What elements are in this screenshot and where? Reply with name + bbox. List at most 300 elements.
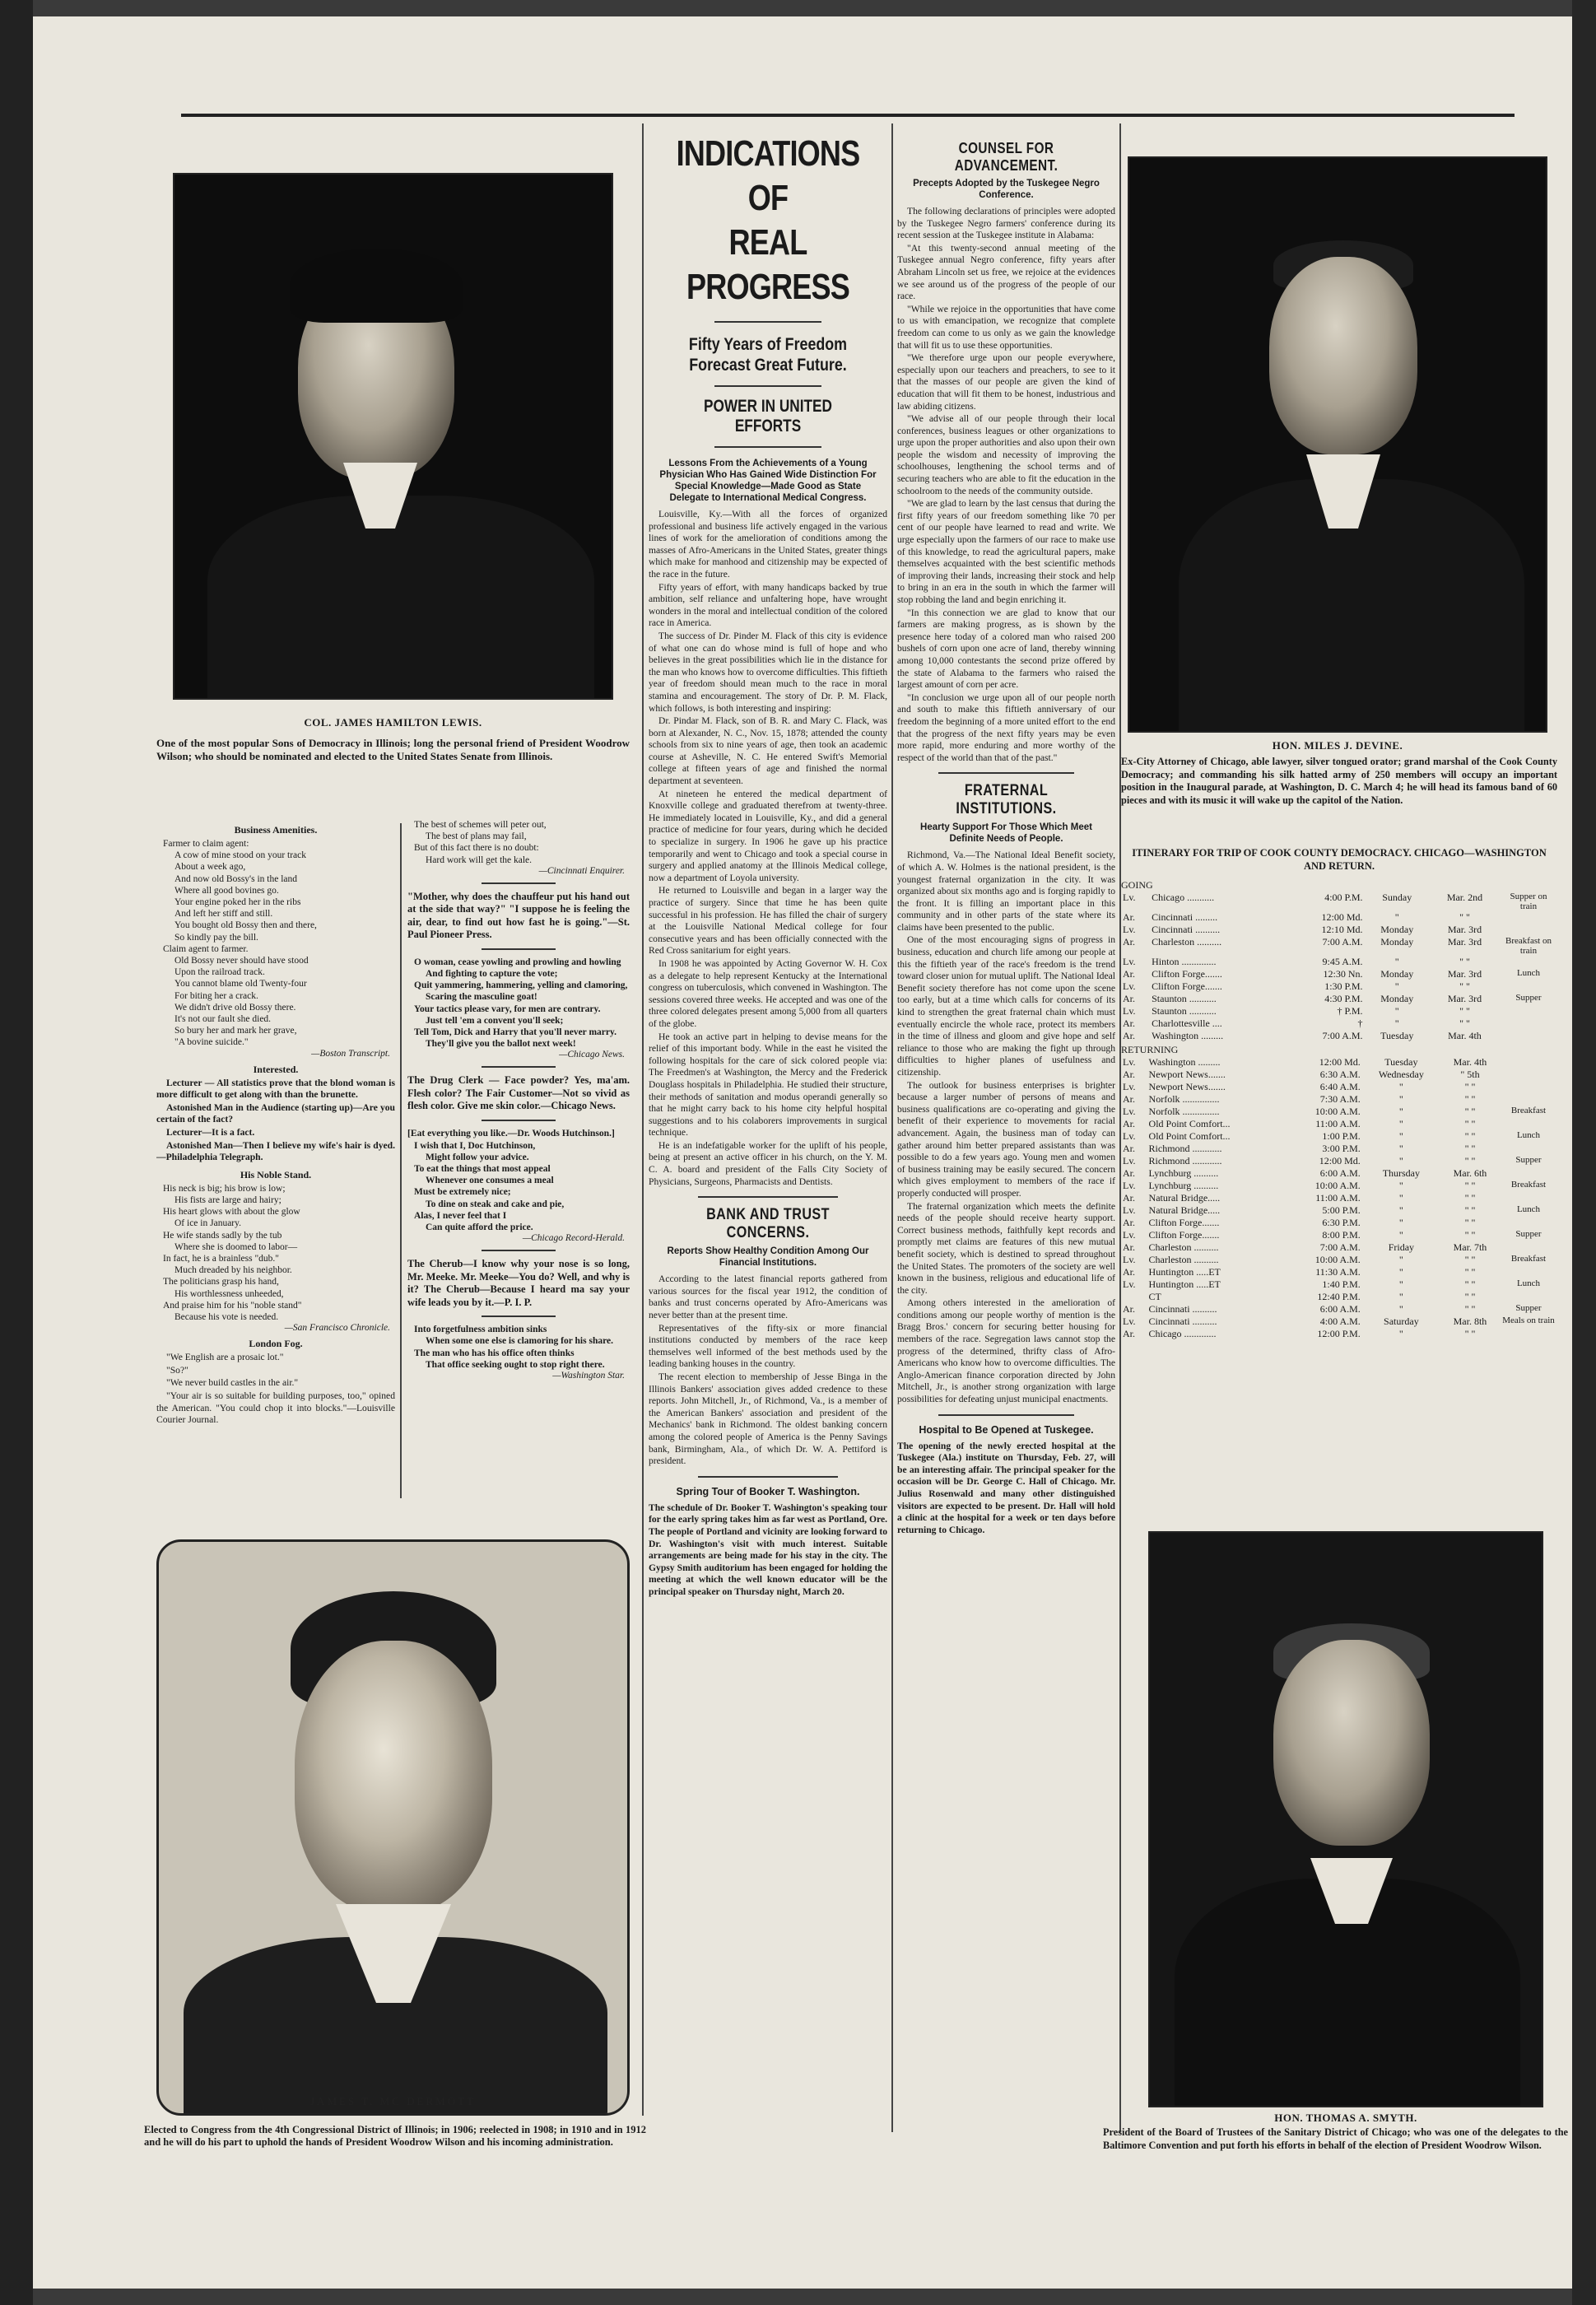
itinerary-cell: " xyxy=(1398,1118,1403,1129)
fog-title: London Fog. xyxy=(249,1338,303,1350)
itinerary-cell: " xyxy=(1394,1005,1399,1017)
itinerary-cell: Ar. xyxy=(1123,1069,1135,1080)
itinerary-cell: Charleston .......... xyxy=(1148,1254,1219,1265)
poem-line: His heart glows with about the glow xyxy=(163,1207,300,1218)
going-table xyxy=(1121,892,1557,1042)
poem-line: It's not our fault she died. xyxy=(174,1014,272,1025)
itinerary-cell: Lv. xyxy=(1123,1315,1136,1327)
itinerary-cell: " xyxy=(1398,1180,1403,1191)
itinerary-cell: 6:00 A.M. xyxy=(1319,1303,1361,1315)
itinerary-cell: " xyxy=(1398,1278,1403,1290)
itinerary-row xyxy=(1121,1291,1557,1303)
bank-body xyxy=(649,1274,887,1468)
itinerary-cell: Cincinnati .......... xyxy=(1148,1303,1217,1315)
hospital-body: The opening of the newly erected hospital at the Tuskegee (Ala.) institute on Thursday, Feb. 27, will be an interesting affair. The principal speaker for the occasion will be Dr. George C. Hall of Chicago. Mr. Julius Rosenwald and many other distinguished visitors are expected to be present. Dr. Hall will hold a clinic at the hospital for a week or ten days before returning to Chicago. xyxy=(897,1440,1115,1535)
divider xyxy=(482,1066,556,1068)
paragraph: Richmond, Va.—The National Ideal Benefit society, of which A. W. Holmes is the national president, is the youngest fraternal organization in the city. It was organized about six months ago and is forging rapidly to the front. It is filling an important place in this community and in other parts of the state where its claims have been presented to the public. xyxy=(897,850,1115,933)
paragraph: "In this connection we are glad to know that our farmers are making progress, as is shown by the presence here today of a colored man who raised 200 bushels of corn upon one acre of land, thereby winning among 10,000 contestants the second prize offered by the state of Alabama to the farmers who raised the largest amount of corn per acre. xyxy=(897,607,1115,691)
eat-poem xyxy=(407,1140,630,1234)
itinerary-cell: Ar. xyxy=(1123,911,1135,923)
itinerary-cell: Clifton Forge....... xyxy=(1152,968,1222,980)
paragraph: He is an indefatigable worker for the uplift of his people, being at present an active officer in his church, on the Y. M. C. A. board and president of the Falls City Society of Physicians, Surgeons, Pharmacists and Dentists. xyxy=(649,1139,887,1187)
article-body xyxy=(649,509,887,1188)
itinerary-cell: 7:30 A.M. xyxy=(1319,1093,1361,1105)
paragraph: Among others interested in the amelioration of conditions among our people worthy of mention is the Bragg Bros.' concern for securing better housing for members of the race. Segregation laws cannot stop the progress of the determined, thrifty class of Afro-Americans who know how to overcome difficulties. The Anglo-American finance corporation directed by John Mitchell, Jr., is another strong organization with large possibilities for defeating unjust municipal enactments. xyxy=(897,1297,1115,1405)
itinerary-cell: 12:10 Md. xyxy=(1321,924,1363,935)
itinerary-cell: Mar. 3rd xyxy=(1447,993,1482,1004)
itinerary-cell: Meals on train xyxy=(1502,1315,1555,1325)
itinerary-cell: " " xyxy=(1464,1118,1476,1129)
itinerary-cell: 12:40 P.M. xyxy=(1317,1291,1361,1302)
itinerary-cell: Lv. xyxy=(1123,980,1136,992)
divider xyxy=(938,1414,1074,1416)
itinerary-cell: 7:00 A.M. xyxy=(1322,936,1363,948)
poem-line: Might follow your advice. xyxy=(426,1152,529,1162)
divider xyxy=(938,772,1074,774)
itinerary-cell: Ar. xyxy=(1123,1192,1135,1204)
itinerary-cell: Cincinnati .......... xyxy=(1152,924,1221,935)
itinerary-cell: Mar. 6th xyxy=(1453,1167,1487,1179)
noble-title: His Noble Stand. xyxy=(240,1168,312,1180)
paragraph: "We therefore urge upon our people everywhere, especially upon our teachers and preachers, to see to it that the masses of our people are given the kind of education that will fit them to be honest, industrious and law abiding citizens. xyxy=(897,352,1115,412)
itinerary-cell: Staunton ........... xyxy=(1152,1005,1217,1017)
itinerary-cell: Old Point Comfort... xyxy=(1148,1130,1231,1142)
poem-line: Where all good bovines go. xyxy=(174,885,279,896)
itinerary-row xyxy=(1121,1241,1557,1254)
poem-line: Quit yammering, hammering, yelling and clamoring, xyxy=(414,980,628,991)
poem-line: Hard work will get the kale. xyxy=(426,854,533,865)
paragraph: "We advise all of our people through their local conferences, business leagues or other organizations to urge upon the proper authorities and also upon their own people the wisdom and necessity of improving the schoolhouses, lengthening the school terms and of securing teachers who are able to fit the education in the schoolroom to the needs of the community outside. xyxy=(897,413,1115,496)
paragraph: Astonished Man in the Audience (starting up)—Are you certain of the fact? xyxy=(156,1101,395,1125)
portrait-smyth xyxy=(1148,1531,1543,2107)
paragraph: "At this twenty-second annual meeting of the Tuskegee annual Negro conference, fifty years after Abraham Lincoln set us free, we rejoice at the evidences we see around us of the progress of the people of our race. xyxy=(897,242,1115,302)
interested-title: Interested. xyxy=(253,1063,299,1075)
itinerary-row xyxy=(1121,956,1557,968)
fraternal-heading: FRATERNAL INSTITUTIONS. xyxy=(956,782,1057,818)
divider xyxy=(714,321,821,323)
itinerary-cell: Ar. xyxy=(1123,1266,1135,1278)
itinerary-cell: Lv. xyxy=(1123,1056,1136,1068)
poem-line: O woman, cease yowling and prowling and howling xyxy=(414,957,621,967)
itinerary-cell: † xyxy=(1357,1017,1363,1029)
poem-line: So kindly pay the bill. xyxy=(174,932,258,943)
interested-story xyxy=(156,1078,395,1164)
humor-column-a xyxy=(156,819,395,1560)
itinerary-row xyxy=(1121,1229,1557,1241)
itinerary-cell: Ar. xyxy=(1123,936,1135,948)
mcdermott-caption: Elected to Congress from the 4th Congressional District of Illinois; in 1906; reelected in 1908; in 1910 and in 1912 and he will do his part to uphold the hands of President Woodrow Wilson and his incoming administration. xyxy=(144,2124,646,2148)
itinerary-cell: 7:00 A.M. xyxy=(1319,1241,1361,1253)
itinerary-cell: " " xyxy=(1464,1328,1476,1339)
paragraph: "In conclusion we urge upon all of our people north and south to make this fiftieth anniversary of our freedom the beginning of a more united effort to the end that the progress of the next fifty years may be even more rapid, more enduring and more worthy of the respect of the world than that of the past." xyxy=(897,692,1115,763)
poem-line: That office seeking ought to stop right there. xyxy=(426,1359,605,1370)
itinerary-cell: " xyxy=(1398,1130,1403,1142)
poem-line: The best of schemes will peter out, xyxy=(414,820,547,830)
counsel-article xyxy=(897,140,1115,2198)
itinerary-cell: " xyxy=(1394,1017,1399,1029)
itinerary-cell xyxy=(1500,1167,1557,1180)
poem-line: And praise him for his "noble stand" xyxy=(163,1300,302,1311)
itinerary-cell: " " xyxy=(1464,1093,1476,1105)
itinerary-cell: Lv. xyxy=(1123,1229,1136,1241)
itinerary-cell xyxy=(1500,1118,1557,1130)
poem-line: For biting her a crack. xyxy=(174,990,258,1001)
itinerary-cell: " xyxy=(1394,956,1399,967)
poem-line: Just tell 'em a convent you'll seek; xyxy=(426,1015,564,1026)
poem-line: Upon the railroad track. xyxy=(174,967,265,978)
itinerary-cell: " " xyxy=(1464,1217,1476,1228)
itinerary-cell: " " xyxy=(1464,1291,1476,1302)
itinerary-cell: 10:00 A.M. xyxy=(1314,1254,1361,1265)
itinerary-cell: Lv. xyxy=(1123,892,1136,903)
headline-line-1: INDICATIONS OF xyxy=(676,133,860,218)
itinerary-cell xyxy=(1500,1056,1557,1069)
itinerary-cell: " " xyxy=(1464,1143,1476,1154)
scan-border-left xyxy=(0,0,33,2305)
kale-credit: —Cincinnati Enquirer. xyxy=(538,865,625,876)
itinerary-cell: Ar. xyxy=(1123,1030,1135,1041)
paragraph: Louisville, Ky.—With all the forces of organized professional and business life actively engaged in the various lines of work for the amelioration of conditions among the masses of Afro-Americans in the United States, greater things which make for manhood and citizenship may be expected of the race in the future. xyxy=(649,509,887,580)
itinerary-cell: " 5th xyxy=(1460,1069,1480,1080)
humor-column-b xyxy=(407,819,630,1560)
itinerary-cell: Natural Bridge..... xyxy=(1148,1204,1221,1216)
itinerary-cell: Old Point Comfort... xyxy=(1148,1118,1231,1129)
itinerary-cell: 1:30 P.M. xyxy=(1324,980,1363,992)
itinerary-cell: " xyxy=(1398,1254,1403,1265)
fraternal-body xyxy=(897,850,1115,1405)
itinerary-row xyxy=(1121,1106,1557,1118)
itinerary-cell xyxy=(1500,956,1557,968)
poem-line: You cannot blame old Twenty-four xyxy=(174,979,307,990)
itinerary-cell: Tuesday xyxy=(1384,1056,1418,1068)
divider xyxy=(482,1250,556,1251)
itinerary-cell: " xyxy=(1394,911,1399,923)
itinerary xyxy=(1121,840,1557,1564)
itinerary-cell: 12:00 Md. xyxy=(1321,911,1363,923)
itinerary-cell: Monday xyxy=(1380,924,1414,935)
itinerary-cell: Friday xyxy=(1388,1241,1415,1253)
itinerary-cell: Mar. 8th xyxy=(1453,1315,1487,1327)
counsel-body xyxy=(897,206,1115,764)
newspaper-page xyxy=(33,16,1572,2289)
kale-poem xyxy=(407,819,630,866)
itinerary-cell: 4:00 A.M. xyxy=(1319,1315,1361,1327)
itinerary-cell: " " xyxy=(1459,1017,1470,1029)
itinerary-cell: Lunch xyxy=(1516,1278,1541,1288)
poem-line: A cow of mine stood on your track xyxy=(174,850,307,861)
itinerary-cell xyxy=(1500,1030,1557,1042)
paragraph: The success of Dr. Pinder M. Flack of this city is evidence of what one can do whose mind is full of hope and who believes in the great possibilities which lie in the distance for the man who knows how to overcome difficulties. This fiftieth year of freedom should mean much to the race in moral stamina and encouragement. The story of Dr. P. M. Flack, which follows, is both interesting and inspiring: xyxy=(649,630,887,714)
itinerary-cell: Lv. xyxy=(1123,1005,1136,1017)
itinerary-cell: " xyxy=(1398,1093,1403,1105)
paragraph: Dr. Pindar M. Flack, son of B. R. and Mary C. Flack, was born at Alexander, N. C., Nov. 15, 1878; attended the county schools from six to nine years of age, then took an academic course at Asheville, N. C. He entered Swift's Memorial college at fifteen years of age and finished the normal department at seventeen. xyxy=(649,715,887,787)
fraternal-subhead: Hearty Support For Those Which Meet Definite Needs of People. xyxy=(920,822,1092,845)
poem-line: Must be extremely nice; xyxy=(414,1187,511,1198)
itinerary-row xyxy=(1121,1155,1557,1167)
itinerary-cell: Mar. 3rd xyxy=(1447,924,1482,935)
poem-line: Old Bossy never should have stood xyxy=(174,956,309,966)
itinerary-cell: Huntington .....ET xyxy=(1148,1266,1221,1278)
itinerary-cell: Lv. xyxy=(1123,924,1136,935)
women-poem xyxy=(407,957,630,1050)
itinerary-cell: Ar. xyxy=(1123,968,1135,980)
paragraph: According to the latest financial reports gathered from various sources for the fiscal year 1912, the condition of banks and trust concerns operated by Afro-Americans was never better than at the present time. xyxy=(649,1274,887,1321)
itinerary-row xyxy=(1121,1180,1557,1192)
itinerary-row xyxy=(1121,1081,1557,1093)
itinerary-cell: " " xyxy=(1464,1106,1476,1117)
poem-line: Into forgetfulness ambition sinks xyxy=(414,1325,547,1335)
paragraph: Representatives of the fifty-six or more financial institutions conducted by members of the race keep themselves well informed of the best methods used by the leading banking houses in the country. xyxy=(649,1322,887,1370)
itinerary-cell: Ar. xyxy=(1123,1303,1135,1315)
paragraph: Astonished Man—Then I believe my wife's hair is dyed.—Philadelphia Telegraph. xyxy=(156,1139,395,1163)
bank-subhead: Reports Show Healthy Condition Among Our Financial Institutions. xyxy=(667,1246,869,1269)
itinerary-cell: Saturday xyxy=(1384,1315,1419,1327)
itinerary-cell: Lv. xyxy=(1123,1106,1136,1117)
deck-2: POWER IN UNITED EFFORTS xyxy=(704,397,832,435)
itinerary-cell: " " xyxy=(1459,956,1470,967)
fog-story xyxy=(156,1352,395,1427)
itinerary-cell: Clifton Forge....... xyxy=(1152,980,1222,992)
paragraph: The following declarations of principles were adopted by the Tuskegee Negro farmers' conference during its recent session at the Tuskegee institute in Alabama: xyxy=(897,206,1115,241)
itinerary-cell: Norfolk ............... xyxy=(1148,1106,1220,1117)
counsel-subhead: Precepts Adopted by the Tuskegee Negro Conference. xyxy=(913,179,1100,200)
divider xyxy=(482,1315,556,1317)
itinerary-cell: Ar. xyxy=(1123,1017,1135,1029)
paragraph: "While we rejoice in the opportunities that have come to us with emancipation, we recognize that complete freedom can come to us only as we gain the knowledge that will fit us to use these opportunities. xyxy=(897,303,1115,351)
itinerary-cell: " xyxy=(1398,1081,1403,1092)
poem-line: Because his vote is needed. xyxy=(174,1312,279,1323)
portrait-devine xyxy=(1128,156,1547,733)
itinerary-row xyxy=(1121,1130,1557,1143)
women-credit: —Chicago News. xyxy=(559,1050,625,1060)
itinerary-cell: Chicago ............. xyxy=(1148,1328,1217,1339)
poem-line: And left her stiff and still. xyxy=(174,909,273,920)
noble-poem xyxy=(156,1183,395,1323)
noble-credit: —San Francisco Chronicle. xyxy=(284,1323,390,1334)
itinerary-cell: 1:00 P.M. xyxy=(1322,1130,1361,1142)
itinerary-cell: Supper on train xyxy=(1510,892,1547,911)
itinerary-cell xyxy=(1500,911,1557,924)
itinerary-cell: " xyxy=(1398,1229,1403,1241)
itinerary-row xyxy=(1121,1204,1557,1217)
itinerary-cell: Lunch xyxy=(1516,1204,1541,1214)
poem-line: The politicians grasp his hand, xyxy=(163,1277,279,1288)
itinerary-cell: Breakfast xyxy=(1510,1106,1547,1115)
itinerary-cell: Clifton Forge....... xyxy=(1148,1229,1220,1241)
itinerary-cell: 10:00 A.M. xyxy=(1314,1106,1361,1117)
poem-line: To dine on steak and cake and pie, xyxy=(426,1199,565,1209)
itinerary-row xyxy=(1121,936,1557,956)
itinerary-cell xyxy=(1500,1017,1557,1030)
itinerary-cell: Charlottesville .... xyxy=(1152,1017,1222,1029)
itinerary-row xyxy=(1121,1167,1557,1180)
headline-line-2: REAL PROGRESS xyxy=(686,222,849,307)
itinerary-row xyxy=(1121,1017,1557,1030)
itinerary-cell: " " xyxy=(1464,1254,1476,1265)
itinerary-cell: Staunton ........... xyxy=(1152,993,1217,1004)
itinerary-cell xyxy=(1500,1143,1557,1155)
itinerary-cell: 12:00 P.M. xyxy=(1317,1328,1361,1339)
itinerary-cell: Supper xyxy=(1515,1303,1542,1313)
paragraph: Lecturer — All statistics prove that the blond woman is more difficult to get along with than the brunette. xyxy=(156,1077,395,1101)
itinerary-row xyxy=(1121,993,1557,1005)
itinerary-cell: Ar. xyxy=(1123,1118,1135,1129)
paragraph: At nineteen he entered the medical department of Knoxville college and graduated therefrom at twenty-three. He immediately located in Louisville, Ky., and did a general practice of medicine for four years, during which he decided to specialize in surgery. In 1906 he gave up his practice temporarily and went to Chicago and took a special course in surgery and applied anatomy at the Illinois Medical college, now a department of Loyola university. xyxy=(649,788,887,883)
itinerary-cell xyxy=(1500,1328,1557,1340)
itinerary-cell xyxy=(1500,1241,1557,1254)
bank-heading: BANK AND TRUST CONCERNS. xyxy=(706,1206,830,1242)
amenities-poem xyxy=(156,838,395,1049)
returning-label: RETURNING xyxy=(1121,1044,1179,1055)
itinerary-cell: 6:30 P.M. xyxy=(1322,1217,1361,1228)
itinerary-cell: " xyxy=(1398,1143,1403,1154)
itinerary-cell: 7:00 A.M. xyxy=(1322,1030,1363,1041)
smyth-caption: President of the Board of Trustees of the Sanitary District of Chicago; who was one of the delegates to the Baltimore Convention and put forth his efforts in behalf of the election of President Woodrow Wilson. xyxy=(1103,2126,1568,2151)
poem-line: Where she is doomed to labor— xyxy=(174,1241,298,1252)
column-divider xyxy=(891,123,893,2132)
itinerary-cell: " " xyxy=(1464,1204,1476,1216)
counsel-heading: COUNSEL FOR ADVANCEMENT. xyxy=(954,140,1059,174)
itinerary-row xyxy=(1121,1030,1557,1042)
itinerary-cell: Supper xyxy=(1515,993,1542,1003)
itinerary-cell: Ar. xyxy=(1123,1143,1135,1154)
poem-line: Can quite afford the price. xyxy=(426,1222,533,1232)
paragraph: "So?" xyxy=(166,1364,188,1376)
itinerary-cell: Ar. xyxy=(1123,1217,1135,1228)
itinerary-cell: 4:30 P.M. xyxy=(1324,993,1363,1004)
poem-line: "A bovine suicide." xyxy=(174,1037,249,1048)
itinerary-cell: " " xyxy=(1464,1278,1476,1290)
divider xyxy=(698,1476,838,1478)
itinerary-row xyxy=(1121,1328,1557,1340)
itinerary-cell: Lv. xyxy=(1123,1155,1136,1166)
itinerary-cell: Charleston .......... xyxy=(1152,936,1222,948)
itinerary-cell xyxy=(1500,1266,1557,1278)
itinerary-cell: Ar. xyxy=(1123,1167,1135,1179)
itinerary-cell: Lynchburg .......... xyxy=(1148,1167,1219,1179)
itinerary-cell: Mar. 4th xyxy=(1448,1030,1482,1041)
itinerary-cell: " xyxy=(1398,1291,1403,1302)
itinerary-cell: Supper xyxy=(1515,1229,1542,1239)
itinerary-cell: Wednesday xyxy=(1378,1069,1424,1080)
paragraph: "Your air is so suitable for building purposes, too," opined the American. "You could chop it into blocks."—Louisville Courier Journal. xyxy=(156,1390,395,1426)
poem-line: You bought old Bossy then and there, xyxy=(174,920,317,931)
itinerary-cell: " " xyxy=(1464,1180,1476,1191)
itinerary-cell: 12:00 Md. xyxy=(1319,1056,1361,1068)
itinerary-cell: Tuesday xyxy=(1380,1030,1414,1041)
eat-credit: —Chicago Record-Herald. xyxy=(522,1233,625,1244)
divider xyxy=(714,446,821,448)
itinerary-cell: 3:00 P.M. xyxy=(1322,1143,1361,1154)
itinerary-cell: 6:40 A.M. xyxy=(1319,1081,1361,1092)
itinerary-cell: Ar. xyxy=(1123,1093,1135,1105)
poem-line: But of this fact there is no doubt: xyxy=(414,843,539,854)
itinerary-cell: 6:00 A.M. xyxy=(1319,1167,1361,1179)
going-label: GOING xyxy=(1121,879,1153,891)
itinerary-cell: Washington ......... xyxy=(1148,1056,1221,1068)
itinerary-cell: Lv. xyxy=(1123,1254,1136,1265)
itinerary-cell: Monday xyxy=(1380,936,1414,948)
eat-intro: [Eat everything you like.—Dr. Woods Hutchinson.] xyxy=(407,1127,615,1139)
itinerary-cell: 8:00 P.M. xyxy=(1322,1229,1361,1241)
itinerary-cell: Newport News....... xyxy=(1148,1081,1226,1092)
itinerary-cell: Monday xyxy=(1380,993,1414,1004)
poem-line: So bury her and mark her grave, xyxy=(174,1026,297,1036)
itinerary-row xyxy=(1121,1303,1557,1315)
poem-line: Scaring the masculine goat! xyxy=(426,992,537,1003)
itinerary-cell: " xyxy=(1398,1217,1403,1228)
itinerary-title: ITINERARY FOR TRIP OF COOK COUNTY DEMOCRACY. CHICAGO—WASHINGTON AND RETURN. xyxy=(1132,847,1547,872)
itinerary-cell: Lynchburg .......... xyxy=(1148,1180,1219,1191)
poem-line: Alas, I never feel that I xyxy=(414,1210,507,1221)
itinerary-cell: 11:00 A.M. xyxy=(1315,1118,1361,1129)
itinerary-cell: Lunch xyxy=(1516,968,1541,978)
itinerary-cell xyxy=(1500,1217,1557,1229)
poem-line: In fact, he is a brainless "dub." xyxy=(163,1254,279,1264)
itinerary-cell: Cincinnati .......... xyxy=(1148,1315,1217,1327)
itinerary-cell: † P.M. xyxy=(1337,1005,1363,1017)
itinerary-cell: Charleston .......... xyxy=(1148,1241,1219,1253)
itinerary-cell: " xyxy=(1398,1192,1403,1204)
itinerary-cell: " xyxy=(1398,1106,1403,1117)
itinerary-cell: Natural Bridge..... xyxy=(1148,1192,1221,1204)
poem-line: Your engine poked her in the ribs xyxy=(174,897,301,908)
itinerary-row xyxy=(1121,1254,1557,1266)
lewis-name: COL. JAMES HAMILTON LEWIS. xyxy=(304,716,482,729)
itinerary-cell: Lv. xyxy=(1123,956,1136,967)
itinerary-cell: Ar. xyxy=(1123,1241,1135,1253)
itinerary-cell: Monday xyxy=(1380,968,1414,980)
itinerary-cell: Mar. 4th xyxy=(1453,1056,1487,1068)
divider xyxy=(482,948,556,950)
column-divider xyxy=(642,123,644,2116)
paragraph: "We are glad to learn by the last census that during the first fifty years of our freedom something like 70 per cent of our people have learned to read and write. We urge especially upon the farmers of our race to make use of this knowledge, to read the agricultural papers, make themselves acquainted with the best scientific methods of improving their lands, increasing their stock and help to bring in an era in the south in which the farmer will stop robbing the land and begin enriching it. xyxy=(897,498,1115,605)
itinerary-row xyxy=(1121,1069,1557,1081)
paragraph: "We English are a prosaic lot." xyxy=(166,1352,284,1363)
poem-line: The man who has his office often thinks xyxy=(414,1348,575,1358)
paragraph: The recent election to membership of Jesse Binga in the Illinois Bankers' association gives added credence to these reports. John Mitchell, Jr., of Richmond, Va., is a member of the American Bankers' association and president of the Mechanics' bank in Richmond. The oldest banking concern among the colored people of America is the Penny Savings bank, Birmingham, Ala., of which Dr. W. A. Pettiford is president. xyxy=(649,1371,887,1467)
itinerary-cell: " " xyxy=(1459,1005,1470,1017)
itinerary-cell: " " xyxy=(1464,1192,1476,1204)
paragraph: "We never build castles in the air." xyxy=(166,1377,299,1389)
itinerary-cell: " " xyxy=(1464,1155,1476,1166)
itinerary-cell: Mar. 3rd xyxy=(1447,936,1482,948)
divider xyxy=(698,1196,838,1198)
itinerary-cell: Hinton .............. xyxy=(1152,956,1217,967)
itinerary-cell: " " xyxy=(1464,1266,1476,1278)
paragraph: One of the most encouraging signs of progress in business, education and church life among our people at this the fiftieth year of the race's freedom is the trend toward closer union for mutual uplift. The National Ideal Benefit society therefore has not come upon the scene too early, but at a time which calls for concerns of its kind to strengthen the great fraternal chain which must eventually encircle the whole race, protect its members in the time of illness and gloom and give hope and self reliance to those who are making the fight up through difficulties to higher planes of usefulness and citizenship. xyxy=(897,934,1115,1078)
itinerary-row xyxy=(1121,1278,1557,1291)
poem-line: About a week ago, xyxy=(174,862,246,873)
itinerary-cell: Lv. xyxy=(1123,1130,1136,1142)
itinerary-cell: Supper xyxy=(1515,1155,1542,1165)
amenities-credit: —Boston Transcript. xyxy=(311,1048,390,1059)
itinerary-row xyxy=(1121,924,1557,936)
column-divider xyxy=(400,823,402,1498)
paragraph: In 1908 he was appointed by Acting Governor W. H. Cox as a delegate to help represent Kentucky at the International congress on tuberculosis, which convened in Washington. The sessions covered three weeks. He accepted and was one of the three colored delegates present among 5,000 from all quarters of the globe. xyxy=(649,957,887,1029)
itinerary-cell xyxy=(1500,1081,1557,1093)
itinerary-cell: Ar. xyxy=(1123,993,1135,1004)
itinerary-cell: Lv. xyxy=(1123,1278,1136,1290)
divider xyxy=(482,1120,556,1121)
itinerary-cell: Huntington .....ET xyxy=(1148,1278,1221,1290)
itinerary-cell: Ar. xyxy=(1123,1328,1135,1339)
itinerary-row xyxy=(1121,968,1557,980)
itinerary-row xyxy=(1121,1266,1557,1278)
itinerary-cell: " xyxy=(1398,1204,1403,1216)
itinerary-cell: " " xyxy=(1464,1229,1476,1241)
itinerary-cell: Mar. 3rd xyxy=(1447,968,1482,980)
